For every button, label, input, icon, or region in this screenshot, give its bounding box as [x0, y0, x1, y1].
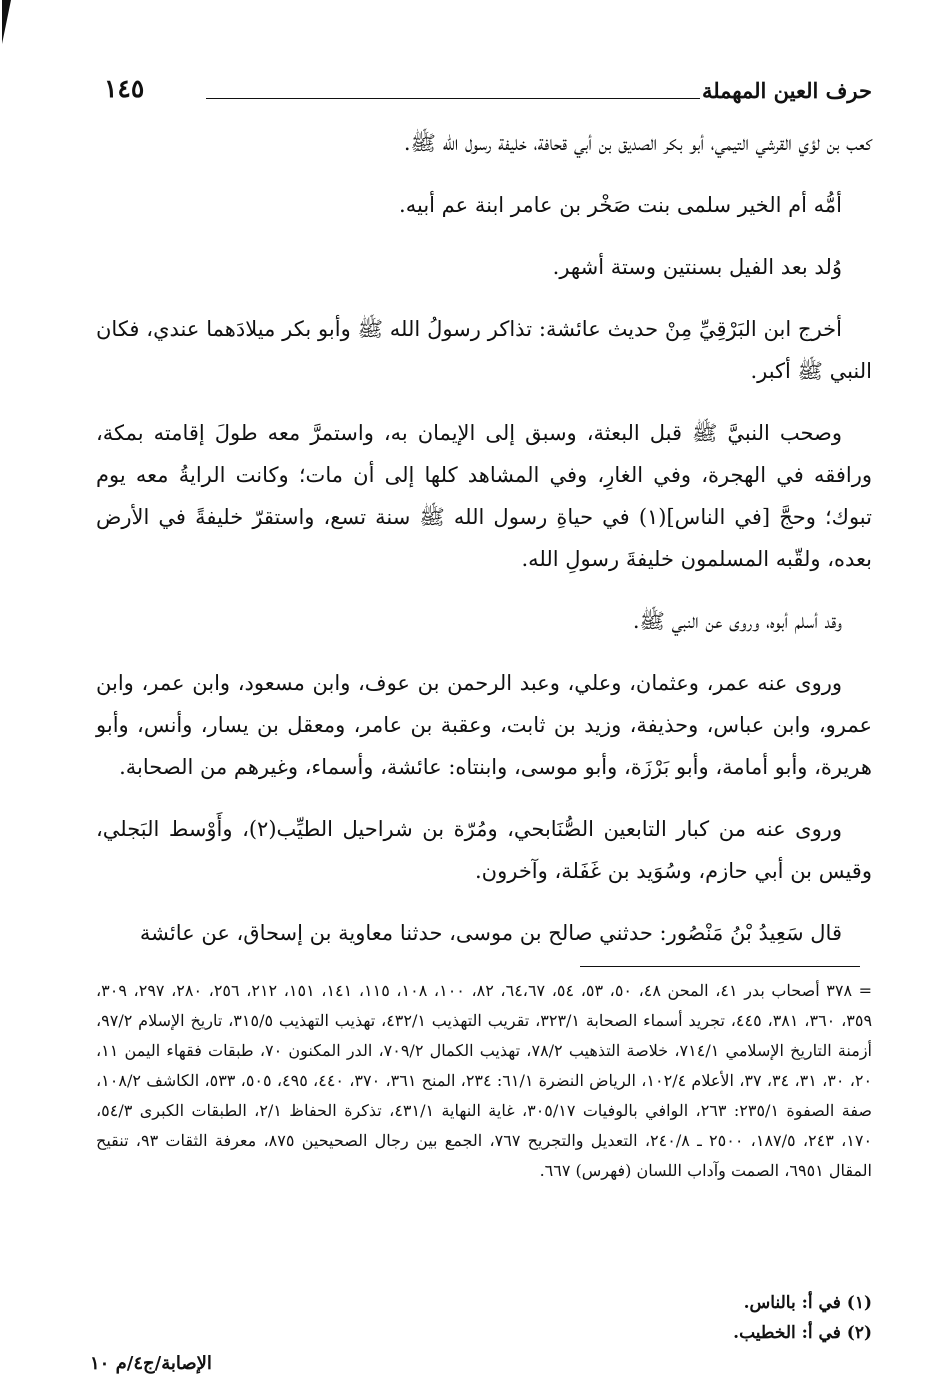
running-title: حرف العين المهملة — [701, 78, 872, 103]
page-header — [96, 72, 872, 112]
footnote-sources: = ٣٧٨ أصحاب بدر ٤١، المحن ٤٨، ٥٠، ٥٣، ٥٤، ٦٤،٦٧، ٨٢، ١٠٠، ١٠٨، ١١٥، ١٤١، ١٥١، ٢١٢، ٢٥٦، ٢٨٠، ٢٩٧، ٣٠٩، ٣٥٩، ٣٦٠، ٣٨١، ٤٤٥، تجريد أسماء الصحابة ٣٢٣/١، تقريب التهذيب ٤٣٢/١، تهذيب التهذيب ٣١٥/٥، تاريخ الإسلام ٩٧/٢، أزمنة التاريخ الإسلامي ٧١٤/١، خلاصة التذهيب ٧٨/٢، تهذيب الكمال ٧٠٩/٢، الدر المكنون ٧٠، طبقات فقهاء اليمن ١١، ٢٠، ٣٠، ٣١، ٣٤، ٣٧، الأعلام ١٠٢/٤، الرياض النضرة ٦١/١: ٢٣٤، المنح ٣٦١، ٣٧٠، ٤٤٠، ٤٩٥، ٥٠٥، ٥٣٣، الكاشف ١٠٨/٢، صفة الصفوة ٢٣٥/١: ٢٦٣، الوافي بالوفيات ٣٠٥/١٧، غاية النهاية ٤٣١/١، تذكرة الحفاظ ٢/١، الطبقات الكبرى ٥٤/٣، ١٧٠، ٢٤٣، ١٨٧/٥، ٢٥٠٠ ـ ٢٤٠/٨، التعديل والتجريح ٧٦٧، الجمع بين رجال الصحيحين ٨٧٥، معرفة الثقات ٩٣، تنقيح المقال ٦٩٥١، الصمت وآداب اللسان (فهرس) ٦٦٧. — [96, 981, 873, 1180]
footnote-rule — [580, 966, 860, 967]
corner-mark — [2, 0, 11, 44]
main-text — [96, 122, 872, 974]
footnote-1: (١) في أ: بالناس. — [743, 1293, 872, 1313]
volume-signature: الإصابة/ج٤/م ١٠ — [90, 1353, 212, 1374]
footnote-2: (٢) في أ: الخطيب. — [733, 1323, 872, 1343]
page-number: ١٤٥ — [104, 74, 145, 103]
paragraph: وروى عنه عمر، وعثمان، وعلي، وعبد الرحمن بن عوف، وابن مسعود، وابن عمر، وابن عمرو، وابن عباس، وحذيفة، وزيد بن ثابت، وعقبة بن عامر، ومعقل بن يسار، وأنس، وأبو هريرة، وأبو أمامة، وأبو بَرْزَة، وأبو موسى، وابنتاه: عائشة، وأسماء، وغيرهم من الصحابة. — [96, 671, 872, 779]
paragraph: وقد أسلم أبوه، وروى عن النبي ﷺ. — [632, 609, 842, 633]
paragraph: قال سَعِيدُ بْنُ مَنْصُور: حدثني صالح بن موسى، حدثنا معاوية بن إسحاق، عن عائشة — [139, 921, 842, 945]
footnote-notes — [96, 1288, 872, 1348]
paragraph: وُلد بعد الفيل بسنتين وستة أشهر. — [552, 255, 842, 279]
paragraph: وروى عنه من كبار التابعين الصُّنَابحي، ومُرّة بن شراحيل الطيِّب(٢)، وأَوْسط البَجلي، وقيس بن أبي حازم، وسُوَيد بن غَفَلة، وآخرون. — [96, 817, 872, 883]
paragraph: أخرج ابن البَرْقِيِّ مِنْ حديث عائشة: تذاكر رسولُ الله ﷺ وأبو بكر ميلادَهما عندي، فكان النبي ﷺ أكبر. — [96, 317, 872, 383]
header-rule — [206, 98, 700, 99]
paragraph: كعب بن لؤي القرشي التيمي، أبو بكر الصديق بن أبي قحافة، خليفة رسول الله ﷺ. — [403, 131, 872, 155]
paragraph: أمُّه أم الخير سلمى بنت صَخْر بن عامر ابنة عم أبيه. — [399, 193, 842, 217]
footnotes — [96, 976, 872, 1186]
paragraph: وصحب النبيَّ ﷺ قبل البعثة، وسبق إلى الإيمان به، واستمرَّ معه طولَ إقامته بمكة، ورافقه في الهجرة، وفي الغارِ، وفي المشاهد كلها إلى أن مات؛ وكانت الرايةُ معه يوم تبوك؛ وحجَّ [في الناس](١) في حياةِ رسول الله ﷺ سنة تسع، واستقرّ خليفةً في الأرض بعده، ولقّبه المسلمون خليفةَ رسولِ الله. — [96, 421, 872, 571]
